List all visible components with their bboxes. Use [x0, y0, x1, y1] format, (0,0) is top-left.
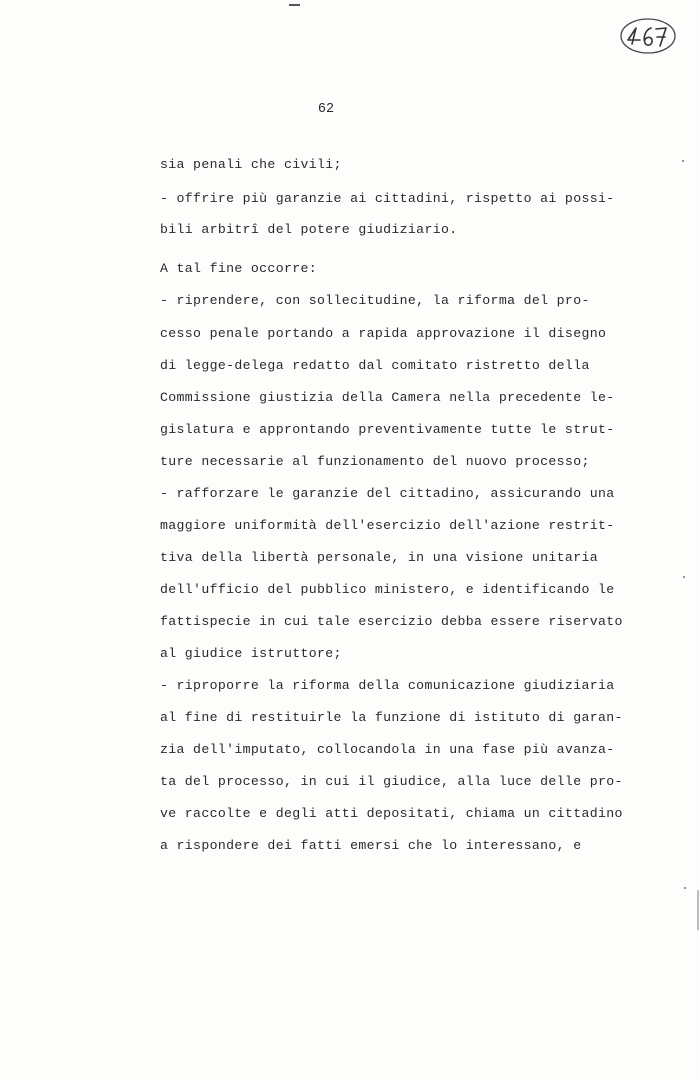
- top-scan-mark: [289, 4, 300, 6]
- text-line: al fine di restituirle la funzione di istituto di garan-: [160, 710, 623, 725]
- text-line: al giudice istruttore;: [160, 646, 342, 661]
- text-line: - rafforzare le garanzie del cittadino, assicurando una: [160, 486, 615, 501]
- text-line: maggiore uniformità dell'esercizio dell'azione restrit-: [160, 518, 615, 533]
- archive-stamp: [618, 16, 678, 56]
- text-line: di legge-delega redatto dal comitato ristretto della: [160, 358, 590, 373]
- page-number: 62: [317, 102, 335, 117]
- text-line: cesso penale portando a rapida approvazione il disegno: [160, 326, 607, 341]
- scan-speck: [684, 887, 686, 889]
- text-line: gislatura e approntando preventivamente tutte le strut-: [160, 422, 615, 437]
- handwritten-stamp-467: [618, 16, 678, 56]
- text-line: a rispondere dei fatti emersi che lo interessano, e: [160, 838, 582, 853]
- text-line: bili arbitrî del potere giudiziario.: [160, 222, 458, 237]
- text-line: - riproporre la riforma della comunicazione giudiziaria: [160, 678, 615, 693]
- text-line: fattispecie in cui tale esercizio debba essere riservato: [160, 614, 623, 629]
- text-line: - riprendere, con sollecitudine, la riforma del pro-: [160, 293, 590, 308]
- text-line: A tal fine occorre:: [160, 261, 318, 276]
- text-line: sia penali che civili;: [160, 157, 342, 172]
- text-line: ta del processo, in cui il giudice, alla luce delle pro-: [160, 774, 623, 789]
- text-line: tiva della libertà personale, in una visione unitaria: [160, 550, 598, 565]
- text-line: ture necessarie al funzionamento del nuovo processo;: [160, 454, 590, 469]
- text-line: dell'ufficio del pubblico ministero, e identificando le: [160, 582, 615, 597]
- text-line: zia dell'imputato, collocandola in una fase più avanza-: [160, 742, 615, 757]
- scan-speck: [682, 160, 684, 162]
- text-line: Commissione giustizia della Camera nella precedente le-: [160, 390, 615, 405]
- scan-speck: [683, 576, 685, 578]
- text-line: - offrire più garanzie ai cittadini, rispetto ai possi-: [160, 191, 615, 206]
- text-line: ve raccolte e degli atti depositati, chiama un cittadino: [160, 806, 623, 821]
